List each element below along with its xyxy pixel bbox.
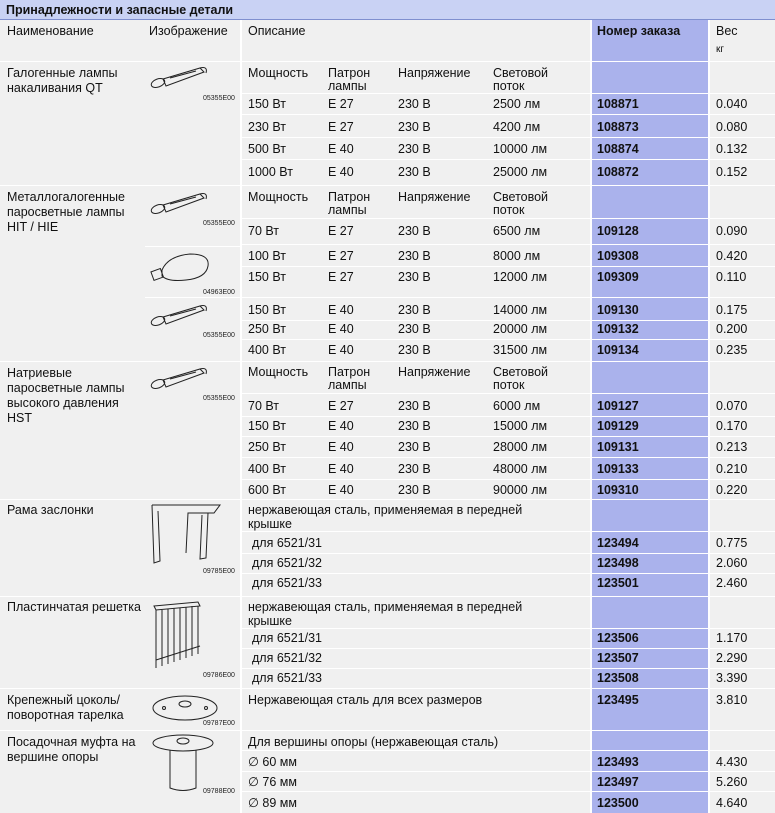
- order-number: 123506: [597, 631, 639, 645]
- weight-value: 0.090: [716, 224, 748, 238]
- lamp-socket: E 40: [328, 142, 354, 156]
- col-voltage: Напряжение: [398, 66, 471, 80]
- lamp-voltage: 230 В: [398, 440, 431, 454]
- lamp-flux: 48000 лм: [493, 462, 548, 476]
- header-unit: кг: [716, 44, 725, 55]
- header-image: Изображение: [149, 24, 228, 38]
- row-separator: [242, 93, 775, 94]
- shutter-frame-icon: [148, 503, 223, 568]
- section-name: Посадочная муфта на вершине опоры: [7, 735, 136, 764]
- row-separator: [242, 531, 775, 532]
- lamp-voltage: 230 В: [398, 483, 431, 497]
- order-number: 109130: [597, 303, 639, 317]
- item-desc: для 6521/32: [252, 556, 323, 570]
- weight-value: 1.170: [716, 631, 748, 645]
- lamp-socket: E 27: [328, 399, 354, 413]
- lamp-flux: 20000 лм: [493, 322, 548, 336]
- section-name: Натриевые паросветные лампы высокого давления HST: [7, 366, 125, 425]
- row-separator: [242, 393, 775, 394]
- order-number: 123498: [597, 556, 639, 570]
- louvre-grid-icon: [148, 600, 208, 670]
- tubular-lamp-icon: [148, 64, 210, 94]
- lamp-voltage: 230 В: [398, 224, 431, 238]
- row-separator: [242, 553, 775, 554]
- lamp-flux: 6000 лм: [493, 399, 541, 413]
- lamp-socket: E 40: [328, 483, 354, 497]
- lamp-power: 70 Вт: [248, 399, 280, 413]
- order-number: 123497: [597, 775, 639, 789]
- lamp-power: 100 Вт: [248, 249, 286, 263]
- order-number: 109128: [597, 224, 639, 238]
- image-code: 09788E00: [203, 788, 235, 795]
- lamp-socket: E 40: [328, 419, 354, 433]
- weight-value: 5.260: [716, 775, 748, 789]
- order-number: 123501: [597, 576, 639, 590]
- col-socket: Патрон лампы: [328, 190, 371, 217]
- weight-value: 0.170: [716, 419, 748, 433]
- lamp-power: 150 Вт: [248, 419, 286, 433]
- row-separator: [242, 457, 775, 458]
- lamp-socket: E 40: [328, 165, 354, 179]
- row-separator: [242, 320, 775, 321]
- row-separator: [0, 185, 775, 186]
- order-number: 109310: [597, 483, 639, 497]
- weight-value: 0.210: [716, 462, 748, 476]
- section-name: Крепежный цоколь/ поворотная тарелка: [7, 693, 124, 722]
- lamp-voltage: 230 В: [398, 343, 431, 357]
- weight-value: 2.460: [716, 576, 748, 590]
- row-separator: [0, 361, 775, 362]
- order-number: 108872: [597, 165, 639, 179]
- col-voltage: Напряжение: [398, 190, 471, 204]
- order-number: 123508: [597, 671, 639, 685]
- section-name: Галогенные лампы накаливания QT: [7, 66, 118, 95]
- item-desc: для 6521/33: [252, 671, 323, 685]
- lamp-power: 1000 Вт: [248, 165, 293, 179]
- pole-sleeve-icon: [148, 733, 218, 793]
- header-weight: Вес: [716, 24, 738, 38]
- lamp-power: 500 Вт: [248, 142, 286, 156]
- lamp-flux: 25000 лм: [493, 165, 548, 179]
- header-name: Наименование: [7, 24, 94, 38]
- row-separator: [242, 750, 775, 751]
- lamp-voltage: 230 В: [398, 97, 431, 111]
- order-number: 109129: [597, 419, 639, 433]
- row-separator: [145, 297, 775, 298]
- tubular-lamp-icon: [148, 190, 210, 220]
- row-separator: [145, 246, 240, 247]
- order-number: 109308: [597, 249, 639, 263]
- order-number: 108871: [597, 97, 639, 111]
- lamp-power: 150 Вт: [248, 270, 286, 284]
- lamp-voltage: 230 В: [398, 165, 431, 179]
- section-name: Металлогалогенные паросветные лампы HIT / HIE: [7, 190, 125, 234]
- weight-value: 0.775: [716, 536, 748, 550]
- lamp-power: 400 Вт: [248, 462, 286, 476]
- image-code: 09787E00: [203, 720, 235, 727]
- tubular-lamp-icon: [148, 302, 210, 332]
- item-desc: для 6521/32: [252, 651, 323, 665]
- item-material: нержавеющая сталь, применяемая в передней крышке: [248, 600, 523, 628]
- col-flux: Световой поток: [493, 66, 549, 93]
- col-socket: Патрон лампы: [328, 66, 371, 93]
- item-material: Для вершины опоры (нержавеющая сталь): [248, 735, 499, 749]
- lamp-socket: E 27: [328, 97, 354, 111]
- lamp-voltage: 230 В: [398, 270, 431, 284]
- weight-value: 0.200: [716, 322, 748, 336]
- order-number: 109133: [597, 462, 639, 476]
- order-number: 109127: [597, 399, 639, 413]
- weight-value: 0.132: [716, 142, 748, 156]
- weight-value: 0.070: [716, 399, 748, 413]
- row-separator: [0, 596, 775, 597]
- row-separator: [242, 628, 775, 629]
- row-separator: [242, 218, 775, 219]
- lamp-socket: E 40: [328, 440, 354, 454]
- item-desc: для 6521/31: [252, 536, 323, 550]
- lamp-flux: 31500 лм: [493, 343, 548, 357]
- image-code: 05355E00: [203, 332, 235, 339]
- lamp-socket: E 40: [328, 322, 354, 336]
- col-socket: Патрон лампы: [328, 365, 371, 392]
- lamp-flux: 10000 лм: [493, 142, 548, 156]
- order-number: 109134: [597, 343, 639, 357]
- row-separator: [242, 339, 775, 340]
- image-code: 05355E00: [203, 395, 235, 402]
- lamp-power: 150 Вт: [248, 303, 286, 317]
- ellipsoid-lamp-icon: [148, 250, 213, 288]
- row-separator: [242, 648, 775, 649]
- row-separator: [242, 573, 775, 574]
- row-separator: [0, 688, 775, 689]
- table-title-bar: [0, 0, 775, 20]
- order-number: 123507: [597, 651, 639, 665]
- weight-value: 0.235: [716, 343, 748, 357]
- tubular-lamp-icon: [148, 365, 210, 395]
- lamp-power: 250 Вт: [248, 322, 286, 336]
- row-separator: [0, 61, 775, 62]
- lamp-voltage: 230 В: [398, 419, 431, 433]
- weight-value: 3.390: [716, 671, 748, 685]
- col-power: Мощность: [248, 365, 309, 379]
- table-title: Принадлежности и запасные детали: [6, 3, 234, 17]
- item-desc: ∅ 60 мм: [248, 755, 297, 769]
- lamp-flux: 2500 лм: [493, 97, 541, 111]
- row-separator: [242, 114, 775, 115]
- col-power: Мощность: [248, 66, 309, 80]
- lamp-power: 70 Вт: [248, 224, 280, 238]
- row-separator: [242, 791, 775, 792]
- order-number: 108873: [597, 120, 639, 134]
- item-material: Нержавеющая сталь для всех размеров: [248, 693, 483, 707]
- lamp-voltage: 230 В: [398, 303, 431, 317]
- weight-value: 0.080: [716, 120, 748, 134]
- image-code: 04963E00: [203, 289, 235, 296]
- lamp-voltage: 230 В: [398, 249, 431, 263]
- lamp-power: 150 Вт: [248, 97, 286, 111]
- item-desc: ∅ 89 мм: [248, 796, 297, 810]
- item-desc: для 6521/33: [252, 576, 323, 590]
- weight-value: 0.152: [716, 165, 748, 179]
- col-power: Мощность: [248, 190, 309, 204]
- lamp-power: 400 Вт: [248, 343, 286, 357]
- weight-value: 3.810: [716, 693, 748, 707]
- lamp-socket: E 27: [328, 270, 354, 284]
- lamp-socket: E 40: [328, 343, 354, 357]
- weight-value: 0.213: [716, 440, 748, 454]
- lamp-voltage: 230 В: [398, 120, 431, 134]
- image-code: 05355E00: [203, 220, 235, 227]
- order-number: 109132: [597, 322, 639, 336]
- lamp-power: 600 Вт: [248, 483, 286, 497]
- lamp-flux: 4200 лм: [493, 120, 541, 134]
- lamp-flux: 15000 лм: [493, 419, 548, 433]
- header-desc: Описание: [248, 24, 306, 38]
- item-desc: ∅ 76 мм: [248, 775, 297, 789]
- image-code: 09786E00: [203, 672, 235, 679]
- lamp-socket: E 40: [328, 462, 354, 476]
- lamp-flux: 28000 лм: [493, 440, 548, 454]
- row-separator: [242, 159, 775, 160]
- lamp-voltage: 230 В: [398, 142, 431, 156]
- order-number: 109131: [597, 440, 639, 454]
- weight-value: 2.290: [716, 651, 748, 665]
- row-separator: [242, 436, 775, 437]
- item-desc: для 6521/31: [252, 631, 323, 645]
- lamp-power: 230 Вт: [248, 120, 286, 134]
- weight-value: 4.430: [716, 755, 748, 769]
- order-number: 123493: [597, 755, 639, 769]
- lamp-power: 250 Вт: [248, 440, 286, 454]
- weight-value: 2.060: [716, 556, 748, 570]
- weight-value: 0.040: [716, 97, 748, 111]
- col-flux: Световой поток: [493, 365, 549, 392]
- row-separator: [242, 771, 775, 772]
- col-flux: Световой поток: [493, 190, 549, 217]
- row-separator: [242, 266, 775, 267]
- lamp-flux: 14000 лм: [493, 303, 548, 317]
- lamp-voltage: 230 В: [398, 399, 431, 413]
- lamp-voltage: 230 В: [398, 322, 431, 336]
- order-number: 123495: [597, 693, 639, 707]
- section-name: Рама заслонки: [7, 503, 94, 517]
- row-separator: [242, 244, 775, 245]
- lamp-socket: E 27: [328, 249, 354, 263]
- weight-value: 0.220: [716, 483, 748, 497]
- image-code: 09785E00: [203, 568, 235, 575]
- row-separator: [242, 668, 775, 669]
- order-number: 109309: [597, 270, 639, 284]
- weight-value: 0.110: [716, 270, 747, 284]
- image-code: 05355E00: [203, 95, 235, 102]
- lamp-flux: 90000 лм: [493, 483, 548, 497]
- lamp-flux: 12000 лм: [493, 270, 548, 284]
- order-number: 108874: [597, 142, 639, 156]
- col-voltage: Напряжение: [398, 365, 471, 379]
- weight-value: 4.640: [716, 796, 748, 810]
- lamp-socket: E 40: [328, 303, 354, 317]
- row-separator: [0, 730, 775, 731]
- row-separator: [0, 499, 775, 500]
- base-plate-icon: [150, 690, 220, 725]
- lamp-socket: E 27: [328, 224, 354, 238]
- row-separator: [242, 137, 775, 138]
- header-order: Номер заказа: [597, 24, 681, 38]
- lamp-flux: 6500 лм: [493, 224, 541, 238]
- weight-value: 0.175: [716, 303, 748, 317]
- row-separator: [242, 416, 775, 417]
- row-separator: [242, 479, 775, 480]
- section-name: Пластинчатая решетка: [7, 600, 141, 614]
- lamp-voltage: 230 В: [398, 462, 431, 476]
- item-material: нержавеющая сталь, применяемая в передней крышке: [248, 503, 523, 531]
- order-number: 123494: [597, 536, 639, 550]
- lamp-flux: 8000 лм: [493, 249, 541, 263]
- order-number: 123500: [597, 796, 639, 810]
- weight-value: 0.420: [716, 249, 748, 263]
- lamp-socket: E 27: [328, 120, 354, 134]
